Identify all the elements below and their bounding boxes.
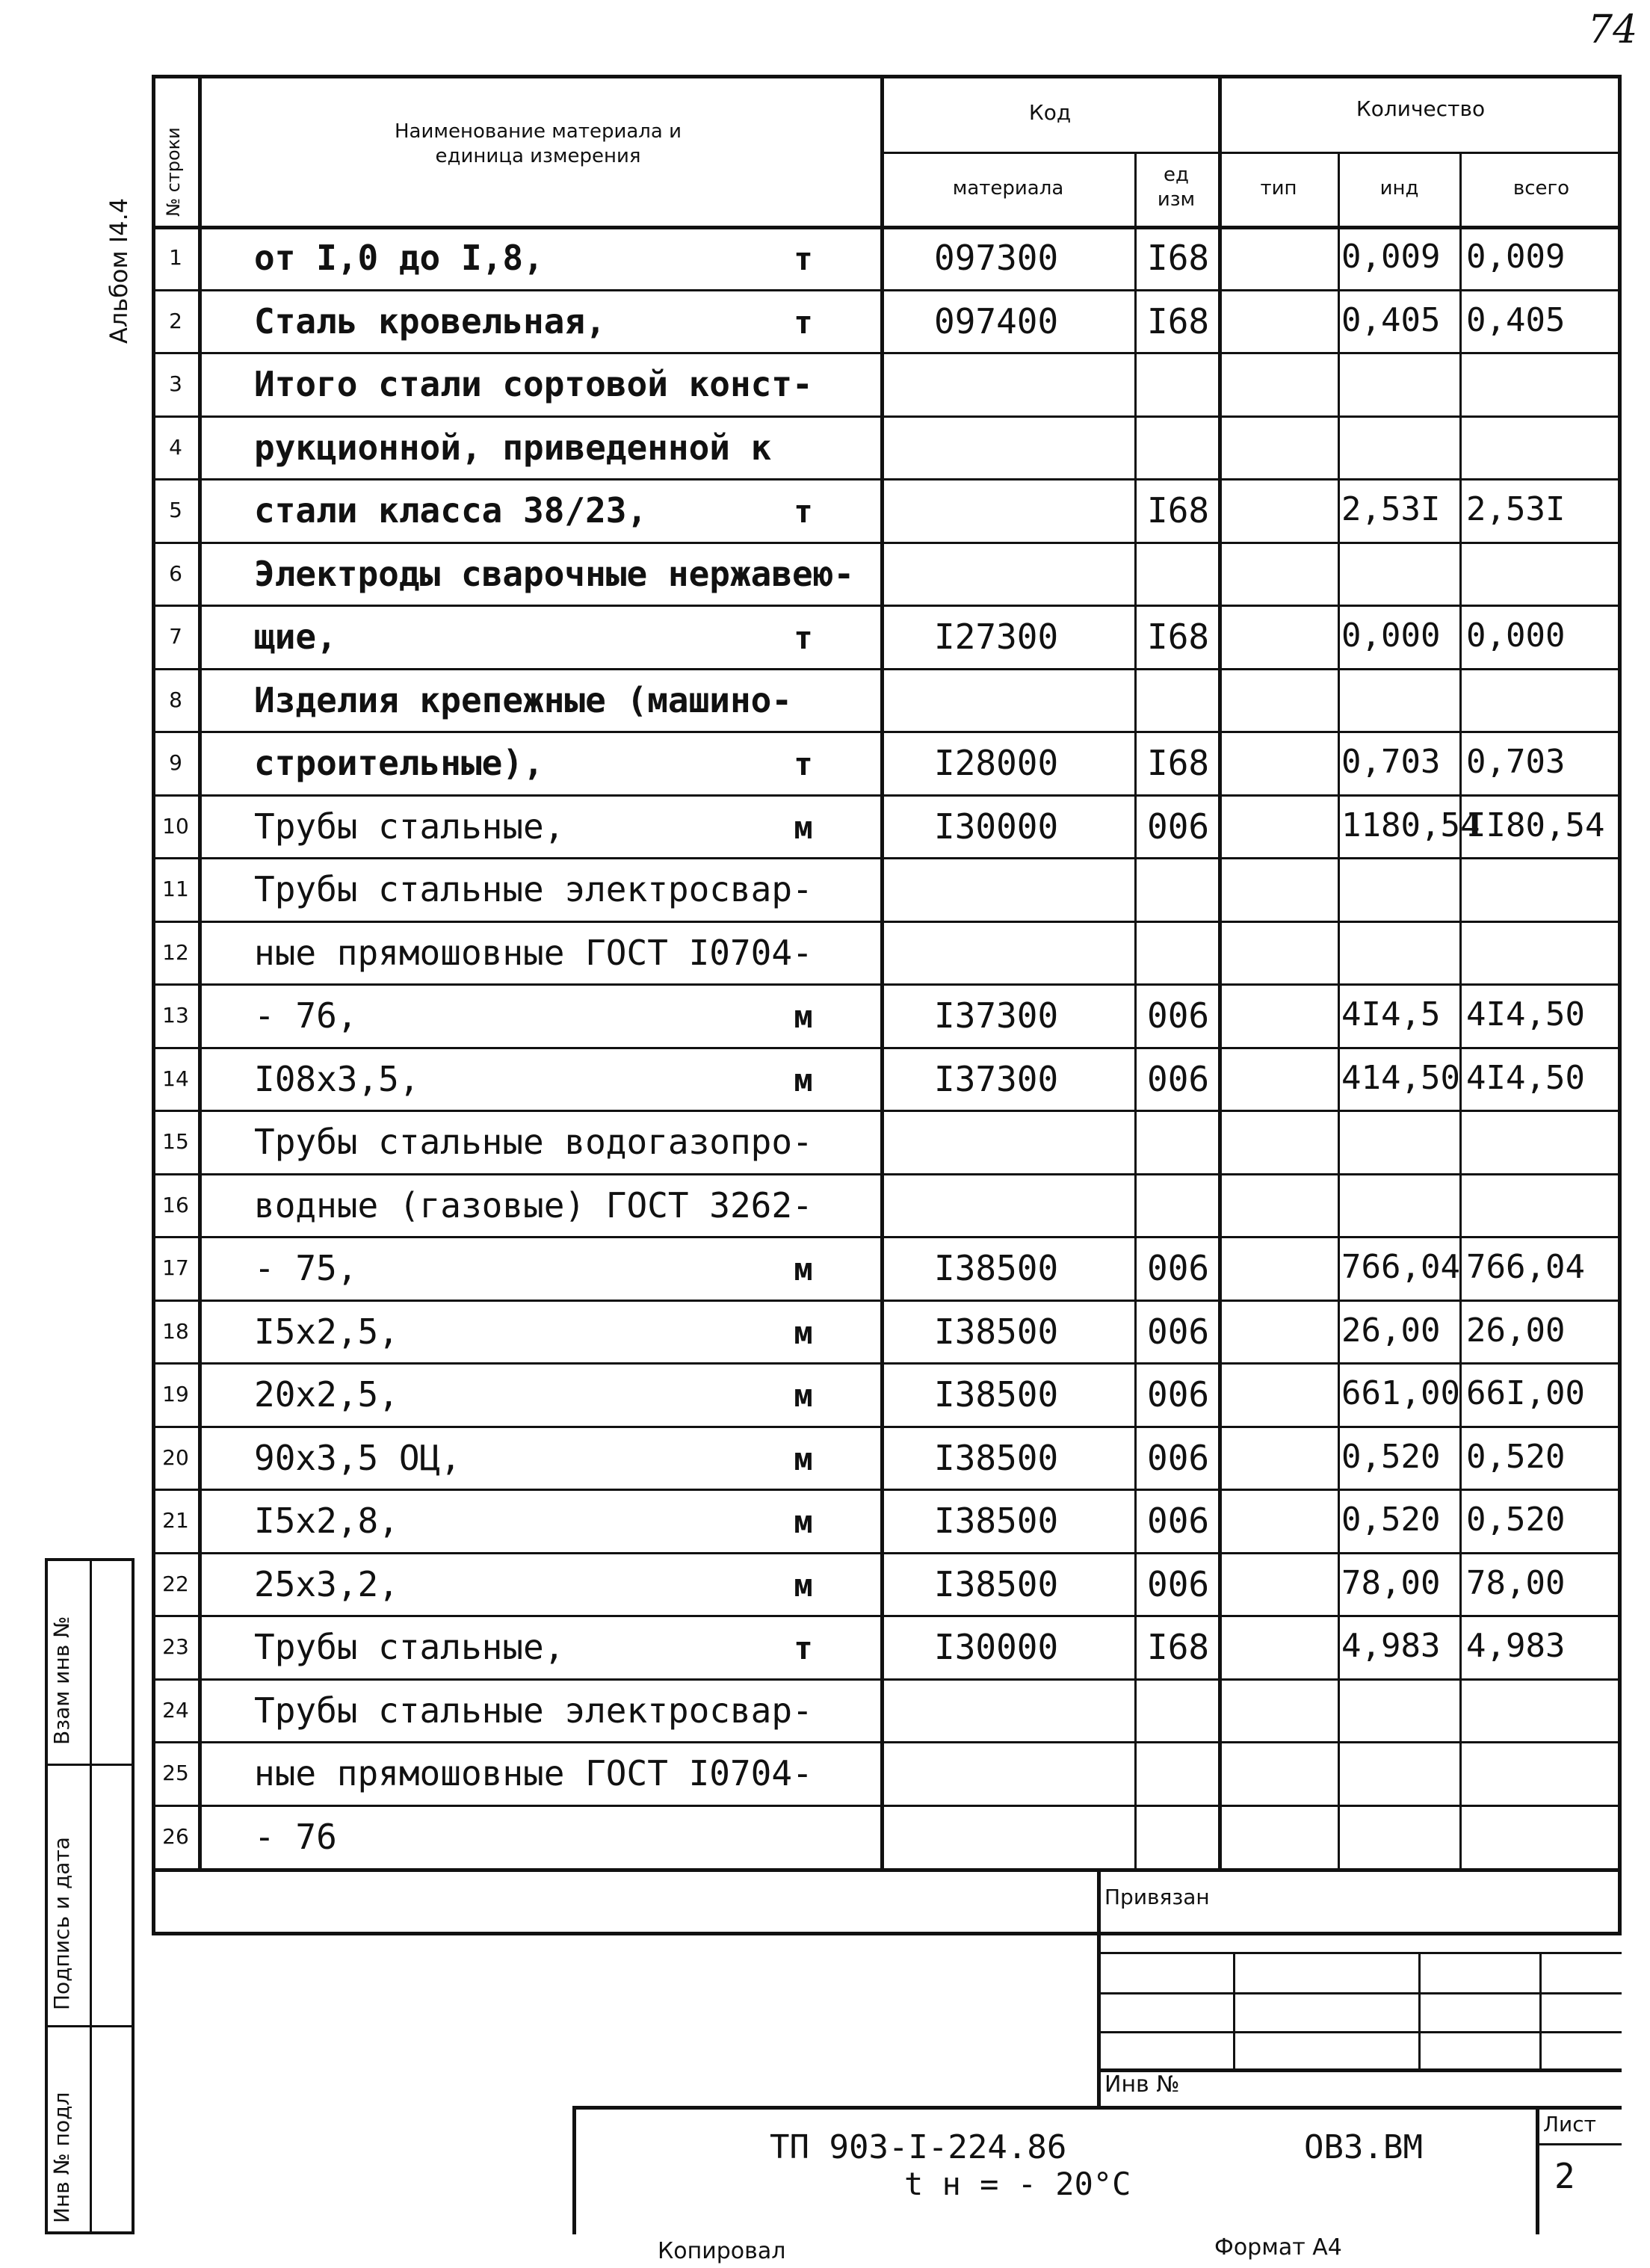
qty-ind: 661,00: [1341, 1374, 1460, 1412]
qty-ind: 4,983: [1341, 1627, 1441, 1665]
list-value: 2: [1554, 2156, 1575, 2196]
inv-no-label: Инв №: [1104, 2071, 1180, 2098]
row-number: 2: [169, 308, 182, 333]
row-number: 23: [162, 1634, 189, 1659]
row-number: 1: [169, 245, 182, 270]
qty-total: 766,04: [1466, 1248, 1585, 1286]
qty-total: 4,983: [1466, 1627, 1566, 1665]
unit-code: 006: [1147, 1563, 1210, 1604]
sheet-number: 74: [1588, 7, 1638, 52]
material-code: 097300: [934, 238, 1059, 278]
material-name: - 76: [254, 1816, 337, 1857]
material-code: I30000: [934, 1627, 1059, 1667]
unit-code: I68: [1147, 617, 1210, 657]
unit-code: 006: [1147, 1311, 1210, 1352]
material-name: рукционной, приведенной к: [254, 427, 772, 468]
material-code: I38500: [934, 1374, 1059, 1415]
privyazan-label: Привязан: [1104, 1885, 1210, 1909]
row-number: 9: [169, 750, 182, 775]
temperature-note: t н = - 20°С: [904, 2166, 1131, 2202]
unit-mark: м: [794, 809, 813, 846]
material-code: I38500: [934, 1501, 1059, 1541]
material-name: ные прямошовные ГОСТ I0704-: [254, 932, 813, 973]
row-number: 3: [169, 371, 182, 396]
material-code: I28000: [934, 743, 1059, 783]
unit-mark: т: [794, 241, 813, 277]
qty-ind: 766,04: [1341, 1248, 1460, 1286]
unit-code: 006: [1147, 1437, 1210, 1478]
row-number: 26: [162, 1823, 189, 1849]
row-number: 20: [162, 1444, 189, 1470]
qty-total: 0,405: [1466, 300, 1566, 339]
unit-code: 006: [1147, 1501, 1210, 1541]
row-number: 19: [162, 1382, 189, 1406]
qty-total: 78,00: [1466, 1563, 1566, 1602]
header-row-no: № строки: [163, 127, 184, 217]
material-name: I5x2,8,: [254, 1501, 399, 1541]
header-code-material: материала: [952, 177, 1064, 200]
album-label: Альбом I4.4: [105, 197, 133, 344]
material-code: I38500: [934, 1248, 1059, 1288]
material-name: от I,0 до I,8,: [254, 238, 544, 278]
qty-ind: 0,000: [1341, 617, 1441, 655]
qty-ind: 0,009: [1341, 238, 1441, 276]
row-number: 21: [162, 1508, 189, 1533]
unit-mark: м: [794, 1566, 813, 1604]
qty-total: 0,000: [1466, 617, 1566, 655]
header-code: Код: [1028, 100, 1072, 125]
doc-code: ТП 903-I-224.86: [770, 2128, 1067, 2166]
unit-code: I68: [1147, 1627, 1210, 1667]
unit-mark: м: [794, 1314, 813, 1351]
qty-total: 4I4,50: [1466, 1058, 1585, 1097]
qty-ind: 4I4,5: [1341, 995, 1441, 1033]
row-number: 7: [169, 624, 182, 649]
unit-mark: м: [794, 1061, 813, 1099]
qty-total: II80,54: [1466, 806, 1605, 844]
unit-code: I68: [1147, 238, 1210, 278]
unit-mark: м: [794, 1504, 813, 1540]
unit-code: 006: [1147, 806, 1210, 847]
row-number: 24: [162, 1697, 189, 1722]
list-label: Лист: [1543, 2112, 1596, 2136]
material-name: Трубы стальные электросвар-: [254, 1690, 813, 1731]
row-number: 14: [162, 1066, 189, 1091]
row-number: 18: [162, 1318, 189, 1344]
podpis-label: Подпись и дата: [49, 1837, 74, 2010]
row-number: 15: [162, 1129, 189, 1154]
unit-mark: т: [794, 303, 813, 341]
row-number: 5: [169, 498, 182, 522]
qty-total: 26,00: [1466, 1311, 1566, 1350]
material-code: I38500: [934, 1311, 1059, 1352]
material-code: I38500: [934, 1563, 1059, 1604]
qty-ind: 414,50: [1341, 1058, 1460, 1097]
qty-total: 4I4,50: [1466, 995, 1585, 1033]
material-name: 25x3,2,: [254, 1563, 399, 1604]
material-name: - 76,: [254, 995, 358, 1036]
unit-mark: м: [794, 1251, 813, 1288]
row-number: 10: [162, 813, 189, 838]
qty-ind: 0,703: [1341, 743, 1441, 781]
row-number: 8: [169, 687, 182, 712]
qty-total: 0,703: [1466, 743, 1566, 781]
inv-podl-label: Инв № подл: [49, 2092, 74, 2223]
qty-total: 66I,00: [1466, 1374, 1585, 1412]
row-number: 25: [162, 1761, 189, 1785]
material-name: Трубы стальные,: [254, 806, 565, 847]
material-name: I08x3,5,: [254, 1058, 420, 1099]
unit-mark: м: [794, 998, 813, 1035]
material-name: Трубы стальные водогазопро-: [254, 1122, 813, 1162]
qty-ind: 78,00: [1341, 1563, 1441, 1602]
unit-mark: т: [794, 1630, 813, 1666]
unit-code: 006: [1147, 1248, 1210, 1288]
copied-label: Копировал: [658, 2238, 786, 2264]
material-name: Изделия крепежные (машино-: [254, 679, 793, 720]
material-name: Электроды сварочные нержавею-: [254, 553, 855, 594]
qty-total: 0,520: [1466, 1437, 1566, 1476]
material-code: I37300: [934, 995, 1059, 1036]
unit-code: I68: [1147, 490, 1210, 531]
header-quantity: Количество: [1356, 96, 1486, 121]
header-qty-total: всего: [1512, 177, 1570, 200]
qty-ind: 2,53I: [1341, 490, 1441, 528]
material-code: I30000: [934, 806, 1059, 847]
material-name: I5x2,5,: [254, 1311, 399, 1352]
qty-ind: 0,520: [1341, 1437, 1441, 1476]
unit-mark: т: [794, 619, 813, 656]
qty-ind: 1180,54: [1341, 806, 1480, 844]
row-number: 16: [162, 1192, 189, 1217]
qty-ind: 26,00: [1341, 1311, 1441, 1350]
header-qty-ind: инд: [1379, 177, 1419, 200]
material-name: Трубы стальные электросвар-: [254, 869, 813, 909]
format-label: Формат А4: [1214, 2234, 1342, 2261]
material-name: ные прямошовные ГОСТ I0704-: [254, 1753, 813, 1793]
material-code: I27300: [934, 617, 1059, 657]
unit-mark: м: [794, 1440, 813, 1477]
row-number: 12: [162, 939, 189, 965]
unit-code: I68: [1147, 743, 1210, 783]
doc-mark: ОВ3.ВМ: [1304, 2128, 1423, 2166]
material-name: Трубы стальные,: [254, 1627, 565, 1667]
material-name: щие,: [254, 617, 337, 657]
qty-total: 0,009: [1466, 238, 1566, 276]
unit-mark: т: [794, 746, 813, 782]
unit-code: 006: [1147, 1374, 1210, 1415]
qty-ind: 0,405: [1341, 300, 1441, 339]
material-code: 097400: [934, 300, 1059, 342]
material-name: строительные),: [254, 743, 544, 783]
unit-code: I68: [1147, 300, 1210, 342]
qty-total: 2,53I: [1466, 490, 1566, 528]
row-number: 6: [169, 560, 182, 586]
material-name: 20x2,5,: [254, 1374, 399, 1415]
material-name: Сталь кровельная,: [254, 300, 606, 342]
material-code: I37300: [934, 1058, 1059, 1099]
unit-mark: м: [794, 1377, 813, 1414]
unit-code: 006: [1147, 1058, 1210, 1099]
vzam-inv-label: Взам инв №: [49, 1616, 74, 1745]
row-number: 17: [162, 1255, 189, 1280]
header-code-unit: ед изм: [1157, 164, 1196, 211]
unit-mark: т: [794, 493, 813, 530]
qty-total: 0,520: [1466, 1501, 1566, 1539]
row-number: 22: [162, 1571, 189, 1596]
material-name: 90x3,5 ОЦ,: [254, 1437, 461, 1478]
header-name: Наименование материала и единица измерения: [394, 120, 682, 167]
unit-code: 006: [1147, 995, 1210, 1036]
header-qty-type: тип: [1260, 177, 1297, 200]
row-number: 13: [162, 1003, 189, 1028]
qty-ind: 0,520: [1341, 1501, 1441, 1539]
material-name: водные (газовые) ГОСТ 3262-: [254, 1184, 813, 1226]
material-name: Итого стали сортовой конст-: [254, 364, 813, 404]
row-number: 4: [169, 434, 182, 460]
row-number: 11: [162, 877, 189, 901]
material-code: I38500: [934, 1437, 1059, 1478]
material-name: - 75,: [254, 1248, 358, 1288]
material-name: стали класса 38/23,: [254, 490, 648, 531]
